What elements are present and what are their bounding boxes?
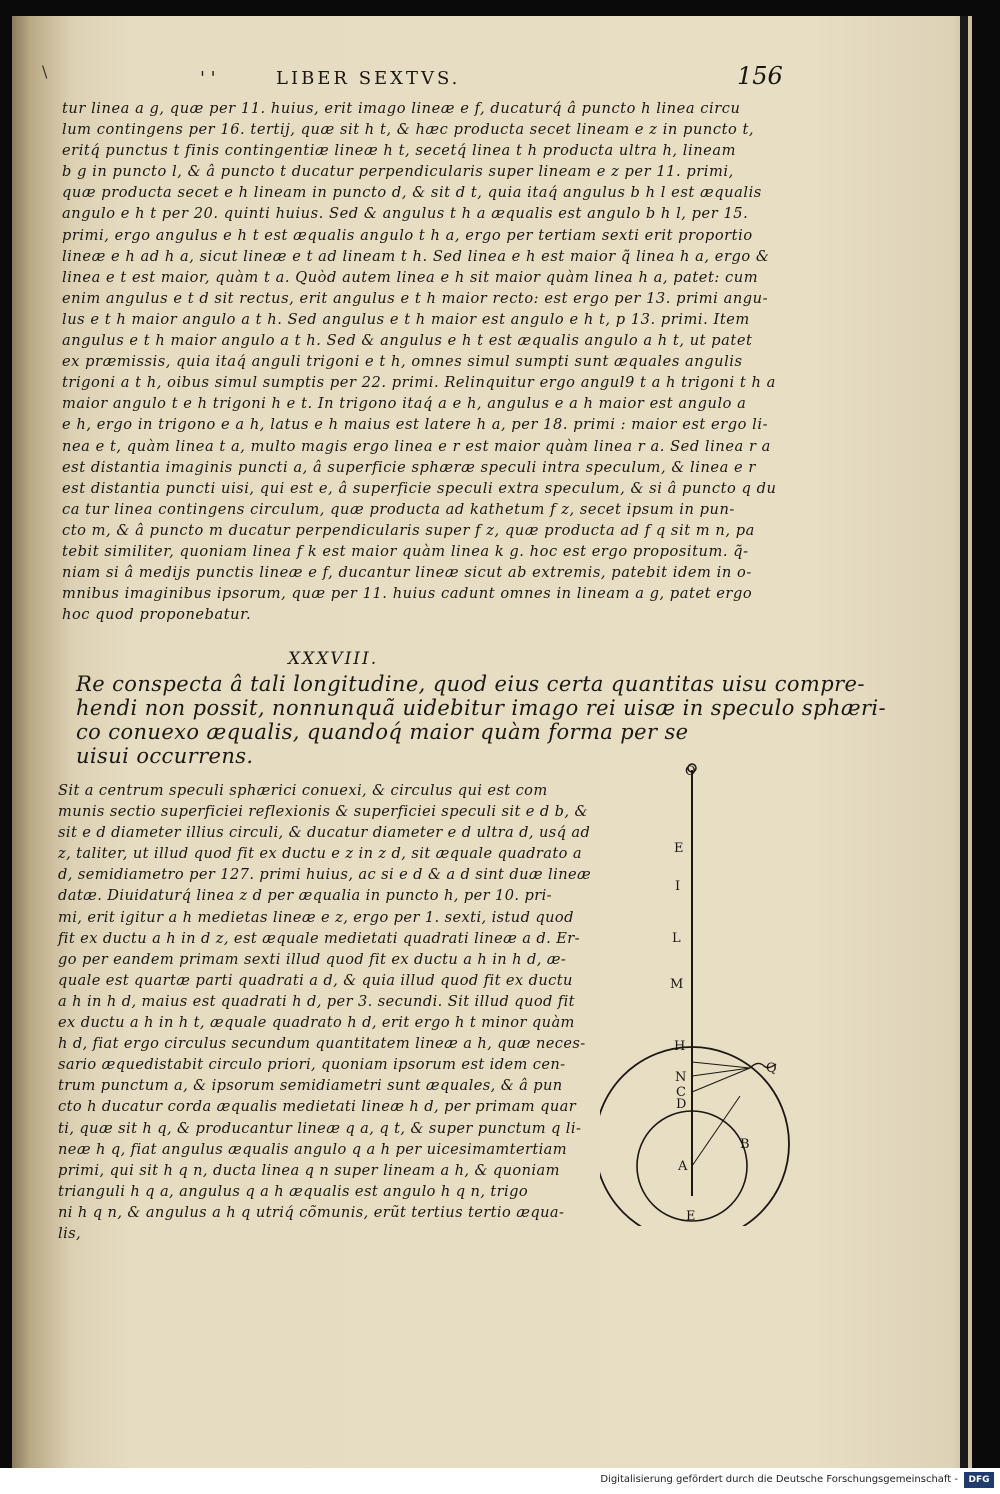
text-line: cto m, & â puncto m ducatur perpendicularis super f z, quæ producta ad f q sit m n, pa [62, 521, 755, 539]
label-q: Q [766, 1061, 777, 1076]
text-line: e h, ergo in trigono e a h, latus e h maius est latere h a, per 18. primi : maior est ergo li- [62, 416, 769, 434]
text-line: mnibus imaginibus ipsorum, quæ per 11. huius cadunt omnes in lineam a g, patet ergo [62, 585, 753, 603]
text-line: est distantia imaginis puncti a, â superficie sphæræ speculi intra speculum, & linea e r [62, 458, 756, 476]
text-line: maior angulo t e h trigoni h e t. In trigono itaq́ a e h, angulus e a h maior est angulo a [62, 395, 747, 413]
text-line: trianguli h q a, angulus q a h æqualis est angulo h q n, trigo [58, 1182, 529, 1200]
text-line: lus e t h maior angulo a t h. Sed angulus e t h maior est angulo e h t, p 13. primi. Item [62, 310, 750, 328]
paragraph-continuation [62, 98, 776, 625]
funding-note: Digitalisierung gefördert durch die Deutsche Forschungsgemeinschaft - [600, 1474, 958, 1485]
proposition-text [76, 672, 886, 768]
text-line: nea e t, quàm linea t a, multo magis ergo linea e r est maior quàm linea r a. Sed linea r a [62, 437, 771, 455]
text-line: trigoni a t h, oibus simul sumptis per 22. primi. Relinquitur ergo angul9 t a h trigoni t h a [62, 374, 776, 392]
outer-circle-mirror [600, 1047, 789, 1226]
text-line: quæ producta secet e h lineam in puncto d, & sit d t, quia itaq́ angulus b h l est æqualis [62, 184, 762, 202]
text-line: go per eandem primam sexti illud quod fit ex ductu a h in h d, æ- [58, 950, 567, 968]
footer-bar [0, 1468, 1000, 1494]
text-line: lis, [58, 1224, 82, 1242]
text-line: ex ductu a h in h t, æquale quadrato h d, erit ergo h t minor quàm [58, 1014, 575, 1032]
text-line: eritq́ punctus t finis contingentiæ lineæ h t, secetq́ linea t h producta ultra h, lineam [62, 142, 736, 160]
text-line: a h in h d, maius est quadrati h d, per 3. secundi. Sit illud quod fit [58, 992, 575, 1010]
text-line: tebit similiter, quoniam linea f k est maior quàm linea k g. hoc est ergo propositum. q̃- [62, 542, 749, 560]
text-line: cto h ducatur corda æqualis medietati lineæ h d, per primam quar [58, 1098, 577, 1116]
text-line: z, taliter, ut illud quod fit ex ductu e z in z d, sit æquale quadrato a [58, 845, 582, 863]
text-line: est distantia puncti uisi, qui est e, â superficie speculi extra speculum, & si â puncto q du [62, 479, 777, 497]
text-line: munis sectio superficiei reflexionis & superficiei speculi sit e d b, & [58, 803, 588, 821]
running-head [200, 62, 800, 98]
text-line: quale est quartæ parti quadrati a d, & quia illud quod fit ex ductu [58, 971, 573, 989]
geometric-figure [600, 756, 800, 1226]
text-line: mi, erit igitur a h medietas lineæ e z, ergo per 1. sexti, istud quod [58, 908, 574, 926]
label-a: A [678, 1159, 688, 1174]
text-line: angulo e h t per 20. quinti huius. Sed & angulus t h a æqualis est angulo b h l, per 15. [62, 205, 749, 223]
text-line: d, semidiametro per 127. primi huius, ac si e d & a d sint duæ lineæ [58, 866, 592, 884]
label-i: I [675, 879, 681, 894]
running-head-marks: ' ' [200, 68, 216, 89]
running-head-title: LIBER SEXTVS. [276, 68, 461, 89]
label-e: E [674, 841, 684, 856]
label-l: L [672, 931, 681, 946]
text-line: lineæ e h ad h a, sicut lineæ e t ad lineam t h. Sed linea e h est maior q̃ linea h a, ergo & [62, 247, 770, 265]
text-line: h d, fiat ergo circulus secundum quantitatem lineæ a h, quæ neces- [58, 1035, 586, 1053]
text-line: fit ex ductu a h in d z, est æquale medietati quadrati lineæ a d. Er- [58, 929, 580, 947]
figure-diagram [600, 756, 800, 1226]
label-c: C [676, 1085, 686, 1100]
text-line: primi, qui sit h q n, ducta linea q n super lineam a h, & quoniam [58, 1161, 560, 1179]
label-top: O [685, 764, 696, 779]
text-line: hoc quod proponebatur. [62, 606, 252, 624]
text-line: ni h q n, & angulus a h q utriq́ cõmunis, erũt tertius tertio æqua- [58, 1203, 565, 1221]
text-line: primi, ergo angulus e h t est æqualis angulo t h a, ergo per tertiam sexti erit proportio [62, 226, 753, 244]
paragraph-demonstration [58, 780, 591, 1244]
text-line: ti, quæ sit h q, & producantur lineæ q a, q t, & super punctum q li- [58, 1119, 582, 1137]
margin-mark: \ [42, 62, 48, 81]
text-line: ca tur linea contingens circulum, quæ producta ad kathetum f z, secet ipsum in pun- [62, 500, 735, 518]
text-line: Re conspecta â tali longitudine, quod eius certa quantitas uisu compre- [76, 672, 865, 696]
text-line: co conuexo æqualis, quandoq́ maior quàm forma per se [76, 720, 689, 744]
label-d: D [676, 1097, 687, 1112]
line-h-q [692, 1062, 750, 1068]
text-line: hendi non possit, nonnunquã uidebitur imago rei uisæ in speculo sphæri- [76, 696, 887, 720]
dfg-logo: DFG [964, 1472, 994, 1488]
text-line: sario æquedistabit circulo priori, quoniam ipsorum est idem cen- [58, 1056, 566, 1074]
text-line: niam si â medijs punctis lineæ e f, ducantur lineæ sicut ab extremis, patebit idem in o- [62, 564, 752, 582]
text-line: trum punctum a, & ipsorum semidiametri sunt æquales, & â pun [58, 1077, 563, 1095]
text-line: angulus e t h maior angulo a t h. Sed & angulus e h t est æqualis angulo a h t, ut patet [62, 332, 753, 350]
label-m: M [670, 977, 684, 992]
text-line: sit e d diameter illius circuli, & ducatur diameter e d ultra d, usq́ ad [58, 824, 591, 842]
text-line: b g in puncto l, & â puncto t ducatur perpendicularis super lineam e z per 11. primi, [62, 163, 734, 181]
page-edge-shadow [960, 16, 968, 1468]
label-n: N [675, 1070, 687, 1085]
text-line: ex præmissis, quia itaq́ anguli trigoni e t h, omnes simul sumpti sunt æquales angulis [62, 353, 743, 371]
text-line: datæ. Diuidaturq́ linea z d per æqualia in puncto h, per 10. pri- [58, 887, 552, 905]
text-line: tur linea a g, quæ per 11. huius, erit imago lineæ e f, ducaturq́ â puncto h linea circu [62, 100, 741, 117]
text-line: neæ h q, fiat angulus æqualis angulo q a h per uicesimamtertiam [58, 1140, 568, 1158]
label-b: B [740, 1137, 750, 1152]
text-line: linea e t est maior, quàm t a. Quòd autem linea e h sit maior quàm linea h a, patet: cum [62, 268, 759, 286]
label-h: H [674, 1039, 686, 1054]
section-number: XXXVIII. [288, 649, 379, 669]
folio-number: 156 [737, 62, 783, 90]
text-line: Sit a centrum speculi sphærici conuexi, & circulus qui est com [58, 782, 548, 799]
text-line: uisui occurrens. [76, 744, 254, 768]
label-bottom: E [686, 1209, 696, 1224]
text-line: enim angulus e t d sit rectus, erit angulus e t h maior recto: est ergo per 13. primi angu- [62, 289, 769, 307]
line-a-b [692, 1096, 740, 1166]
text-line: lum contingens per 16. tertij, quæ sit h t, & hæc producta secet lineam e z in puncto t, [62, 121, 755, 139]
